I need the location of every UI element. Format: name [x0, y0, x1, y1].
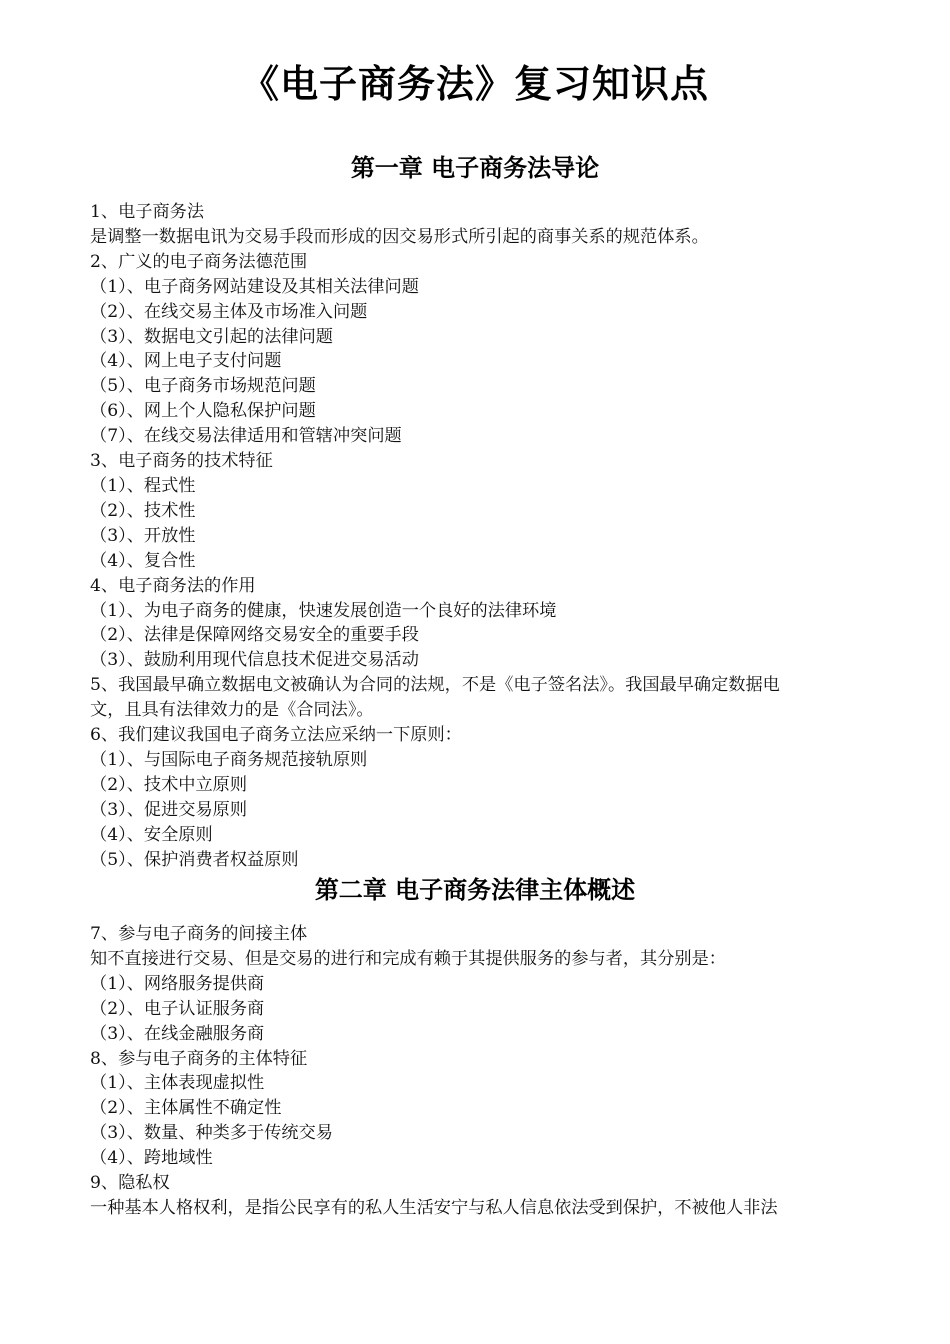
chapter-1-body — [90, 200, 870, 872]
text-line: （1）、程式性 — [90, 475, 196, 496]
text-line: （2）、法律是保障网络交易安全的重要手段 — [90, 625, 419, 646]
text-line: 知不直接进行交易、但是交易的进行和完成有赖于其提供服务的参与者，其分别是： — [90, 948, 726, 969]
text-line: （1）、与国际电子商务规范接轨原则 — [90, 749, 368, 770]
text-line: （2）、在线交易主体及市场准入问题 — [90, 301, 368, 322]
chapter-2-heading: 第二章 电子商务法律主体概述 — [314, 875, 636, 904]
text-line: （3）、促进交易原则 — [90, 799, 248, 820]
text-line: 9、隐私权 — [90, 1173, 170, 1194]
text-line: （7）、在线交易法律适用和管辖冲突问题 — [90, 426, 402, 447]
text-line: （1）、为电子商务的健康，快速发展创造一个良好的法律环境 — [90, 600, 557, 621]
text-line: （2）、电子认证服务商 — [90, 998, 265, 1019]
text-line: （4）、复合性 — [90, 550, 196, 571]
text-line: （3）、数量、种类多于传统交易 — [90, 1123, 333, 1144]
text-line: 2、广义的电子商务法德范围 — [90, 251, 308, 272]
text-line: （4）、安全原则 — [90, 824, 213, 845]
text-line: （2）、技术性 — [90, 500, 196, 521]
text-line: （3）、开放性 — [90, 525, 196, 546]
text-line: 是调整一数据电讯为交易手段而形成的因交易形式所引起的商事关系的规范体系。 — [90, 226, 709, 247]
text-line: 8、参与电子商务的主体特征 — [90, 1048, 308, 1069]
text-line: （5）、保护消费者权益原则 — [90, 849, 299, 870]
text-line: 3、电子商务的技术特征 — [90, 451, 273, 472]
text-line: （4）、跨地域性 — [90, 1148, 213, 1169]
chapter-1-heading: 第一章 电子商务法导论 — [350, 153, 600, 182]
document-title: 《电子商务法》复习知识点 — [240, 62, 709, 106]
text-line: （3）、鼓励利用现代信息技术促进交易活动 — [90, 650, 419, 671]
text-line: （5）、电子商务市场规范问题 — [90, 376, 316, 397]
text-line: （2）、主体属性不确定性 — [90, 1098, 282, 1119]
text-line: （3）、数据电文引起的法律问题 — [90, 326, 333, 347]
text-line: （2）、技术中立原则 — [90, 774, 248, 795]
text-line: 文，且具有法律效力的是《合同法》。 — [90, 700, 374, 721]
text-line: 一种基本人格权利，是指公民享有的私人生活安宁与私人信息依法受到保护，不被他人非法 — [90, 1197, 778, 1218]
text-line: 7、参与电子商务的间接主体 — [90, 924, 308, 944]
text-line: （1）、电子商务网站建设及其相关法律问题 — [90, 276, 419, 297]
chapter-2-body — [90, 922, 870, 1221]
text-line: 6、我们建议我国电子商务立法应采纳一下原则： — [90, 725, 462, 746]
text-line: （1）、网络服务提供商 — [90, 973, 265, 994]
text-line: （6）、网上个人隐私保护问题 — [90, 401, 316, 422]
text-line: 4、电子商务法的作用 — [90, 575, 256, 596]
text-line: 5、我国最早确立数据电文被确认为合同的法规，不是《电子签名法》。我国最早确定数据电 — [90, 675, 780, 696]
text-line: （1）、主体表现虚拟性 — [90, 1073, 265, 1094]
text-line: 1、电子商务法 — [90, 202, 205, 222]
text-line: （3）、在线金融服务商 — [90, 1023, 265, 1044]
text-line: （4）、网上电子支付问题 — [90, 351, 282, 372]
